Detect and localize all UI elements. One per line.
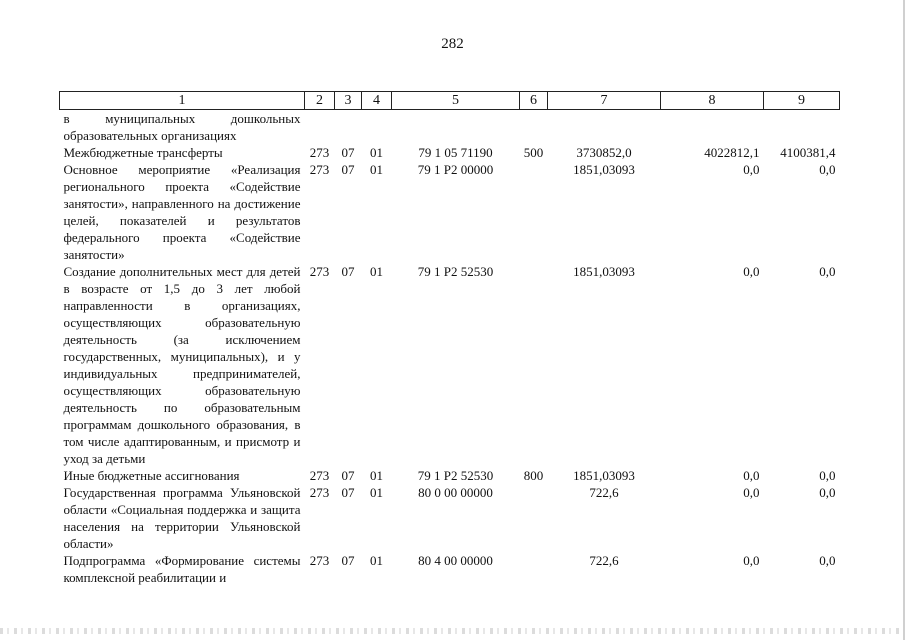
cell-ministry: 273 bbox=[309, 468, 330, 483]
cell-amount-3: 0,0 bbox=[819, 264, 836, 279]
cell-subsection: 01 bbox=[370, 162, 383, 177]
cell-amount-3: 0,0 bbox=[819, 553, 836, 568]
cell-subsection: 01 bbox=[370, 553, 383, 568]
cell-ministry: 273 bbox=[309, 145, 330, 160]
column-header: 5 bbox=[392, 92, 520, 110]
column-header: 7 bbox=[548, 92, 661, 110]
cell-target-article bbox=[392, 110, 520, 145]
cell-subsection: 01 bbox=[370, 145, 383, 160]
table-row bbox=[60, 484, 840, 552]
table-row bbox=[60, 263, 840, 467]
column-header: 3 bbox=[335, 92, 362, 110]
column-header: 1 bbox=[60, 92, 305, 110]
cell-ministry bbox=[305, 110, 335, 145]
cell-amount-1: 3730852,0 bbox=[576, 145, 632, 160]
cell-amount-3: 0,0 bbox=[819, 468, 836, 483]
cell-amount-1: 1851,03093 bbox=[573, 468, 635, 483]
cell-subsection: 01 bbox=[370, 264, 383, 279]
cell-amount-1 bbox=[548, 110, 661, 145]
cell-target-article: 79 1 Р2 52530 bbox=[417, 468, 494, 483]
cell-target-article: 80 0 00 00000 bbox=[418, 485, 493, 500]
page-number: 282 bbox=[441, 36, 464, 52]
row-name: Подпрограмма «Формирование системы комплексной реабилитации и bbox=[63, 553, 301, 585]
cell-ministry: 273 bbox=[309, 485, 330, 500]
cell-expense-type bbox=[520, 484, 548, 552]
scan-noise-strip bbox=[0, 628, 905, 634]
column-header: 6 bbox=[520, 92, 548, 110]
cell-subsection: 01 bbox=[370, 468, 383, 483]
cell-amount-2: 0,0 bbox=[743, 468, 760, 483]
cell-amount-2 bbox=[661, 110, 764, 145]
column-header: 2 bbox=[305, 92, 335, 110]
cell-amount-2: 0,0 bbox=[743, 553, 760, 568]
row-name: Иные бюджетные ассигнования bbox=[63, 468, 240, 483]
table-row bbox=[60, 110, 840, 145]
cell-section: 07 bbox=[341, 264, 355, 279]
cell-amount-3: 0,0 bbox=[819, 162, 836, 177]
row-name: Создание дополнительных мест для детей в возрасте от 1,5 до 3 лет любой направленности в организациях, осуществляющих образовательную деятельность (за исключением государственных, муниципальных), и у индивидуальных предпринимателей, осуществляющих образовательную деятельность по образовательным программам дошкольного образования, в том числе адаптированным, и присмотр и уход за детьми bbox=[63, 264, 301, 466]
cell-expense-type: 500 bbox=[523, 145, 544, 160]
table-header-row bbox=[60, 92, 840, 110]
cell-amount-2: 0,0 bbox=[743, 162, 760, 177]
table-row bbox=[60, 467, 840, 484]
cell-subsection bbox=[362, 110, 392, 145]
cell-section bbox=[335, 110, 362, 145]
cell-amount-3: 4100381,4 bbox=[780, 145, 836, 160]
cell-amount-1: 1851,03093 bbox=[573, 162, 635, 177]
cell-ministry: 273 bbox=[309, 553, 330, 568]
table-row bbox=[60, 161, 840, 263]
cell-ministry: 273 bbox=[309, 264, 330, 279]
cell-amount-3 bbox=[764, 110, 840, 145]
cell-amount-1: 722,6 bbox=[589, 485, 619, 500]
row-name: Межбюджетные трансферты bbox=[63, 145, 223, 160]
cell-section: 07 bbox=[341, 162, 355, 177]
cell-expense-type bbox=[520, 552, 548, 586]
cell-amount-1: 1851,03093 bbox=[573, 264, 635, 279]
table-row bbox=[60, 552, 840, 586]
cell-target-article: 80 4 00 00000 bbox=[418, 553, 493, 568]
cell-target-article: 79 1 05 71190 bbox=[418, 145, 493, 160]
cell-target-article: 79 1 Р2 52530 bbox=[417, 264, 494, 279]
cell-amount-2: 0,0 bbox=[743, 264, 760, 279]
cell-target-article: 79 1 Р2 00000 bbox=[417, 162, 494, 177]
row-name: в муниципальных дошкольных образовательных организациях bbox=[63, 111, 301, 143]
cell-section: 07 bbox=[341, 468, 355, 483]
cell-ministry: 273 bbox=[309, 162, 330, 177]
cell-section: 07 bbox=[341, 145, 355, 160]
budget-table bbox=[59, 91, 840, 586]
cell-section: 07 bbox=[341, 485, 355, 500]
cell-amount-2: 0,0 bbox=[743, 485, 760, 500]
cell-amount-3: 0,0 bbox=[819, 485, 836, 500]
cell-section: 07 bbox=[341, 553, 355, 568]
column-header: 4 bbox=[362, 92, 392, 110]
cell-expense-type bbox=[520, 161, 548, 263]
table-row bbox=[60, 144, 840, 161]
row-name: Государственная программа Ульяновской области «Социальная поддержка и защита населения на территории Ульяновской области» bbox=[63, 485, 301, 551]
cell-expense-type bbox=[520, 110, 548, 145]
cell-expense-type: 800 bbox=[523, 468, 544, 483]
cell-amount-2: 4022812,1 bbox=[704, 145, 760, 160]
cell-subsection: 01 bbox=[370, 485, 383, 500]
cell-expense-type bbox=[520, 263, 548, 467]
cell-amount-1: 722,6 bbox=[589, 553, 619, 568]
column-header: 9 bbox=[764, 92, 840, 110]
column-header: 8 bbox=[661, 92, 764, 110]
row-name: Основное мероприятие «Реализация регионального проекта «Содействие занятости», направленного на достижение целей, показателей и результатов федерального проекта «Содействие занятости» bbox=[63, 162, 301, 262]
